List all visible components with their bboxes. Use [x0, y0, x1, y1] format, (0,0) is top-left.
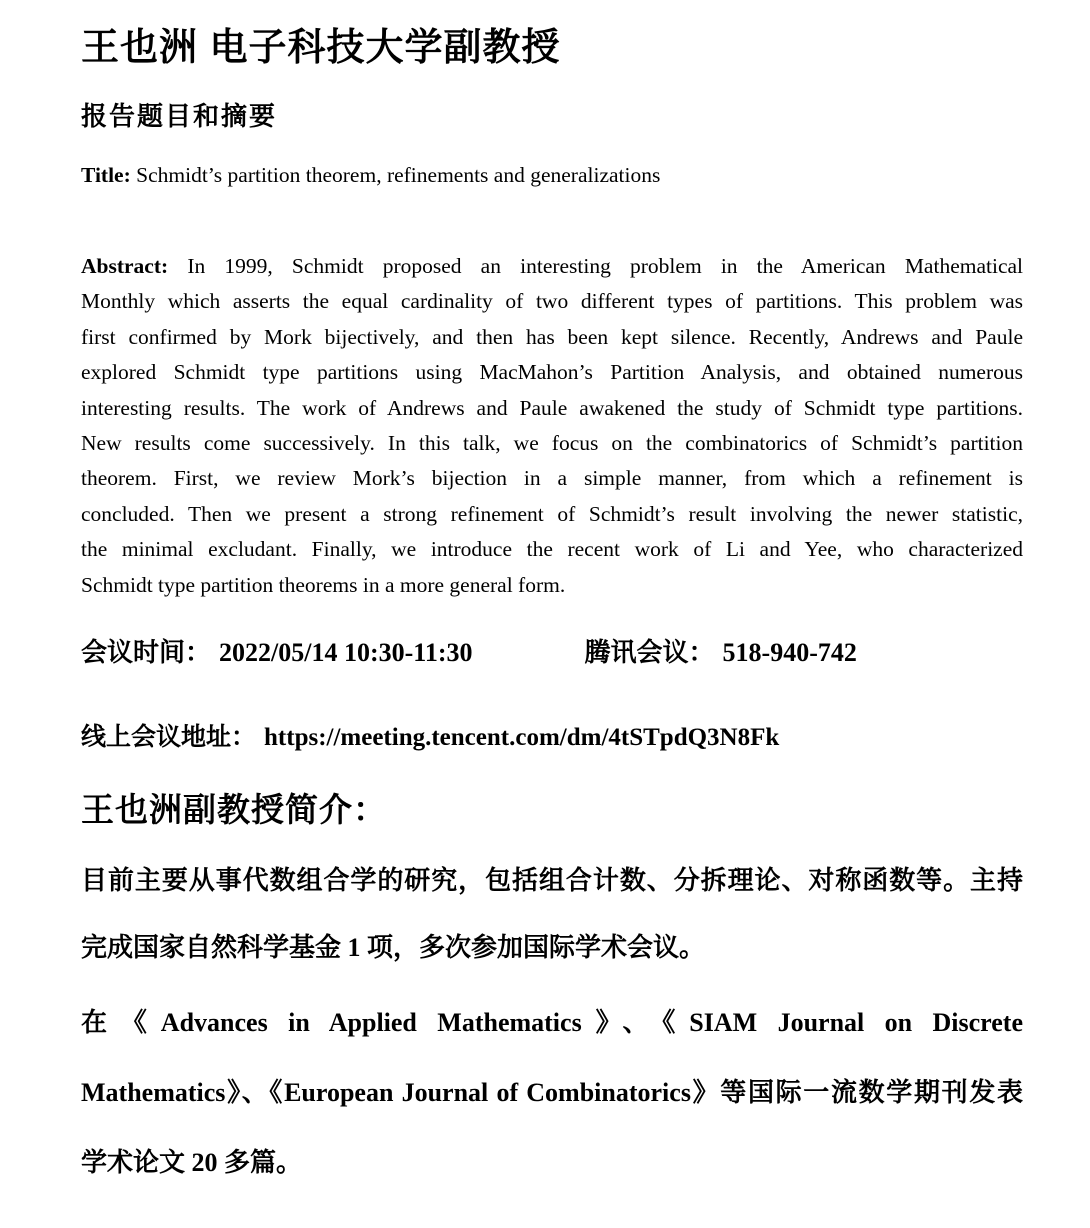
- bio-line: 在《Advances in Applied Mathematics》、《SIAM Journal on Discrete: [81, 1008, 1023, 1037]
- talk-title-line: [81, 162, 1023, 189]
- page-title: 王也洲 电子科技大学副教授: [81, 27, 561, 69]
- abstract-line: the minimal excludant. Finally, we introduce the recent work of Li and Yee, who characterized: [81, 537, 1023, 562]
- bio-paragraph-publications: [81, 988, 1023, 1198]
- bio-line: 目前主要从事代数组合学的研究，包括组合计数、分拆理论、对称函数等。主持: [81, 866, 1023, 895]
- meeting-info-line: [81, 636, 1023, 670]
- bio-line: 完成国家自然科学基金 1 项，多次参加国际学术会议。: [81, 933, 706, 962]
- abstract-label: Abstract:: [81, 254, 169, 278]
- meeting-time-label: 会议时间：: [81, 637, 212, 667]
- abstract-line: theorem. First, we review Mork’s bijection in a simple manner, from which a refinement is: [81, 466, 1023, 491]
- abstract-line-text: In 1999, Schmidt proposed an interesting problem in the American Mathematical: [187, 254, 1024, 278]
- abstract-line: Monthly which asserts the equal cardinality of two different types of partitions. This problem was: [81, 289, 1023, 314]
- abstract-line: concluded. Then we present a strong refinement of Schmidt’s result involving the newer statistic,: [81, 501, 1023, 526]
- abstract-line: Schmidt type partition theorems in a more general form.: [81, 572, 566, 597]
- abstract-line: first confirmed by Mork bijectively, and then has been kept silence. Recently, Andrews and Paule: [81, 324, 1023, 349]
- talk-title-label: Title:: [81, 163, 131, 187]
- meeting-url[interactable]: https://meeting.tencent.com/dm/4tSTpdQ3N8Fk: [264, 724, 780, 751]
- meeting-time-value: 2022/05/14 10:30-11:30: [219, 638, 473, 667]
- meeting-url-line: [81, 722, 1023, 753]
- meeting-id-value: 518-940-742: [722, 638, 857, 667]
- talk-title-text: Schmidt’s partition theorem, refinements and generalizations: [136, 163, 661, 187]
- section-heading-report: 报告题目和摘要: [81, 101, 278, 131]
- abstract-line: [81, 249, 1023, 284]
- bio-line: 学术论文 20 多篇。: [81, 1148, 303, 1177]
- bio-line: Mathematics》、《European Journal of Combinatorics》等国际一流数学期刊发表: [81, 1078, 1023, 1107]
- bio-paragraph-research: [81, 847, 1023, 981]
- bio-heading: 王也洲副教授简介：: [81, 791, 387, 828]
- abstract-line: explored Schmidt type partitions using MacMahon’s Partition Analysis, and obtained numerous: [81, 360, 1023, 385]
- abstract-paragraph: [81, 249, 1023, 603]
- meeting-url-label: 线上会议地址：: [81, 723, 257, 751]
- abstract-line: New results come successively. In this talk, we focus on the combinatorics of Schmidt’s partition: [81, 431, 1023, 456]
- abstract-line: interesting results. The work of Andrews and Paule awakened the study of Schmidt type partitions.: [81, 395, 1023, 420]
- meeting-platform-label: 腾讯会议：: [584, 637, 715, 667]
